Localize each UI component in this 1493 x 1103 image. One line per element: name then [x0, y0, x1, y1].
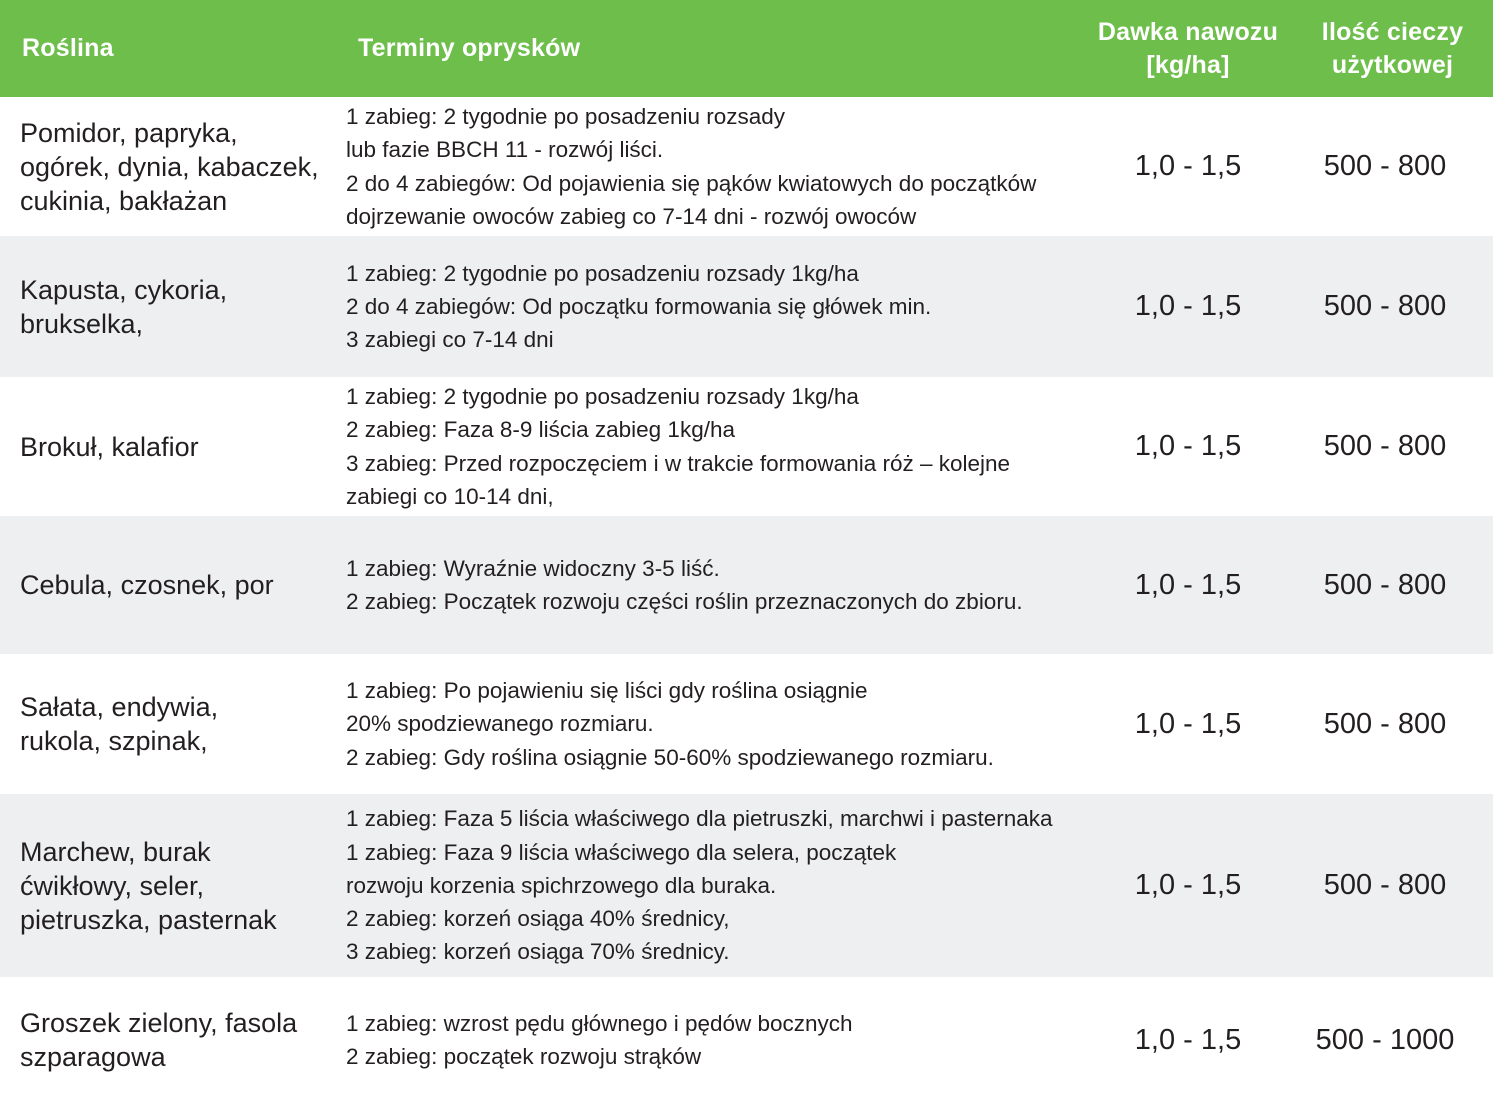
plant-cell: [20, 654, 340, 794]
terms-line: 2 zabieg: początek rozwoju strąków: [346, 1044, 702, 1069]
terms-cell: [346, 654, 1106, 794]
dose-cell: 1,0 - 1,5: [1134, 869, 1242, 901]
table-row: [0, 516, 1493, 654]
plant-cell: [20, 794, 340, 977]
table-row: [0, 794, 1493, 977]
dose-cell: 1,0 - 1,5: [1134, 430, 1242, 462]
dose-cell: 1,0 - 1,5: [1134, 707, 1242, 740]
terms-line: 1 zabieg: 2 tygodnie po posadzeniu rozsady 1kg/ha: [346, 383, 859, 409]
terms-line: 2 zabieg: Początek rozwoju części roślin przeznaczonych do zbioru.: [346, 589, 1023, 614]
plant-line: Kapusta, cykoria,: [20, 274, 228, 305]
header-dose-line: [kg/ha]: [1146, 50, 1230, 79]
dose-cell: 1,0 - 1,5: [1134, 290, 1242, 322]
liquid-cell: 500 - 800: [1323, 568, 1447, 601]
terms-line: dojrzewanie owoców zabieg co 7-14 dni - rozwój owoców: [346, 203, 917, 229]
plant-cell: [20, 977, 340, 1103]
liquid-cell: 500 - 1000: [1315, 1023, 1455, 1056]
liquid-cell: 500 - 800: [1323, 430, 1447, 462]
terms-line: lub fazie BBCH 11 - rozwój liści.: [346, 137, 664, 163]
plant-cell: [20, 516, 340, 654]
table-row: [0, 977, 1493, 1103]
dose-cell: 1,0 - 1,5: [1134, 1023, 1242, 1056]
terms-cell: [346, 236, 1106, 377]
liquid-cell: 500 - 800: [1323, 290, 1447, 322]
terms-line: 1 zabieg: Wyraźnie widoczny 3-5 liść.: [346, 555, 720, 581]
plant-line: Sałata, endywia,: [20, 692, 219, 722]
dose-cell: 1,0 - 1,5: [1134, 568, 1242, 601]
header-liquid: [1300, 0, 1485, 97]
header-terms-label: Terminy oprysków: [358, 34, 581, 62]
header-plant-label: Roślina: [22, 34, 114, 62]
plant-line: szparagowa: [20, 1042, 166, 1072]
plant-line: Groszek zielony, fasola: [20, 1008, 298, 1038]
plant-cell: [20, 377, 340, 516]
terms-line: 2 zabieg: korzeń osiąga 40% średnicy,: [346, 906, 730, 932]
terms-cell: [346, 97, 1106, 236]
dose-cell: 1,0 - 1,5: [1134, 150, 1242, 182]
terms-line: 20% spodziewanego rozmiaru.: [346, 711, 654, 737]
liquid-cell: 500 - 800: [1323, 150, 1447, 182]
terms-line: 3 zabiegi co 7-14 dni: [346, 327, 554, 353]
terms-line: 1 zabieg: 2 tygodnie po posadzeniu rozsady: [346, 103, 786, 129]
header-dose-line: Dawka nawozu: [1097, 17, 1279, 46]
header-liquid-line: użytkowej: [1331, 50, 1454, 79]
terms-cell: [346, 794, 1106, 977]
terms-line: 1 zabieg: Po pojawieniu się liści gdy roślina osiągnie: [346, 678, 868, 704]
table-row: [0, 377, 1493, 516]
plant-line: Cebula, czosnek, por: [20, 570, 274, 600]
terms-line: 2 zabieg: Gdy roślina osiągnie 50-60% spodziewanego rozmiaru.: [346, 744, 994, 770]
liquid-cell: 500 - 800: [1323, 869, 1447, 901]
terms-cell: [346, 977, 1106, 1103]
liquid-cell: 500 - 800: [1323, 707, 1447, 740]
terms-line: 2 do 4 zabiegów: Od pojawienia się pąków kwiatowych do początków: [346, 170, 1037, 196]
plant-line: rukola, szpinak,: [20, 726, 208, 756]
plant-cell: [20, 236, 340, 377]
terms-line: 1 zabieg: wzrost pędu głównego i pędów bocznych: [346, 1010, 853, 1036]
terms-line: 1 zabieg: Faza 9 liścia właściwego dla selera, początek: [346, 839, 897, 865]
terms-line: 3 zabieg: korzeń osiąga 70% średnicy.: [346, 939, 730, 965]
table-row: [0, 654, 1493, 794]
terms-line: zabiegi co 10-14 dni,: [346, 483, 554, 509]
terms-line: rozwoju korzenia spichrzowego dla buraka.: [346, 872, 777, 898]
table-header: [0, 0, 1493, 97]
plant-line: Marchew, burak: [20, 836, 211, 867]
header-plant: [22, 0, 322, 97]
table-row: [0, 236, 1493, 377]
plant-line: ogórek, dynia, kabaczek,: [20, 151, 319, 182]
terms-cell: [346, 516, 1106, 654]
plant-line: cukinia, bakłażan: [20, 185, 228, 216]
terms-cell: [346, 377, 1106, 516]
terms-line: 1 zabieg: 2 tygodnie po posadzeniu rozsady 1kg/ha: [346, 260, 859, 286]
terms-line: 3 zabieg: Przed rozpoczęciem i w trakcie formowania róż – kolejne: [346, 450, 1011, 476]
plant-line: pietruszka, pasternak: [20, 904, 277, 935]
plant-line: brukselka,: [20, 308, 144, 339]
terms-line: 2 zabieg: Faza 8-9 liścia zabieg 1kg/ha: [346, 417, 735, 443]
table-row: [0, 97, 1493, 236]
header-liquid-line: Ilość cieczy: [1321, 17, 1464, 46]
plant-line: Pomidor, papryka,: [20, 117, 238, 148]
header-terms: [358, 0, 958, 97]
plant-line: Brokuł, kalafior: [20, 431, 199, 462]
terms-line: 1 zabieg: Faza 5 liścia właściwego dla pietruszki, marchwi i pasternaka: [346, 806, 1053, 832]
header-dose: [1088, 0, 1288, 97]
plant-cell: [20, 97, 340, 236]
plant-line: ćwikłowy, seler,: [20, 870, 205, 901]
terms-line: 2 do 4 zabiegów: Od początku formowania się główek min.: [346, 293, 932, 319]
